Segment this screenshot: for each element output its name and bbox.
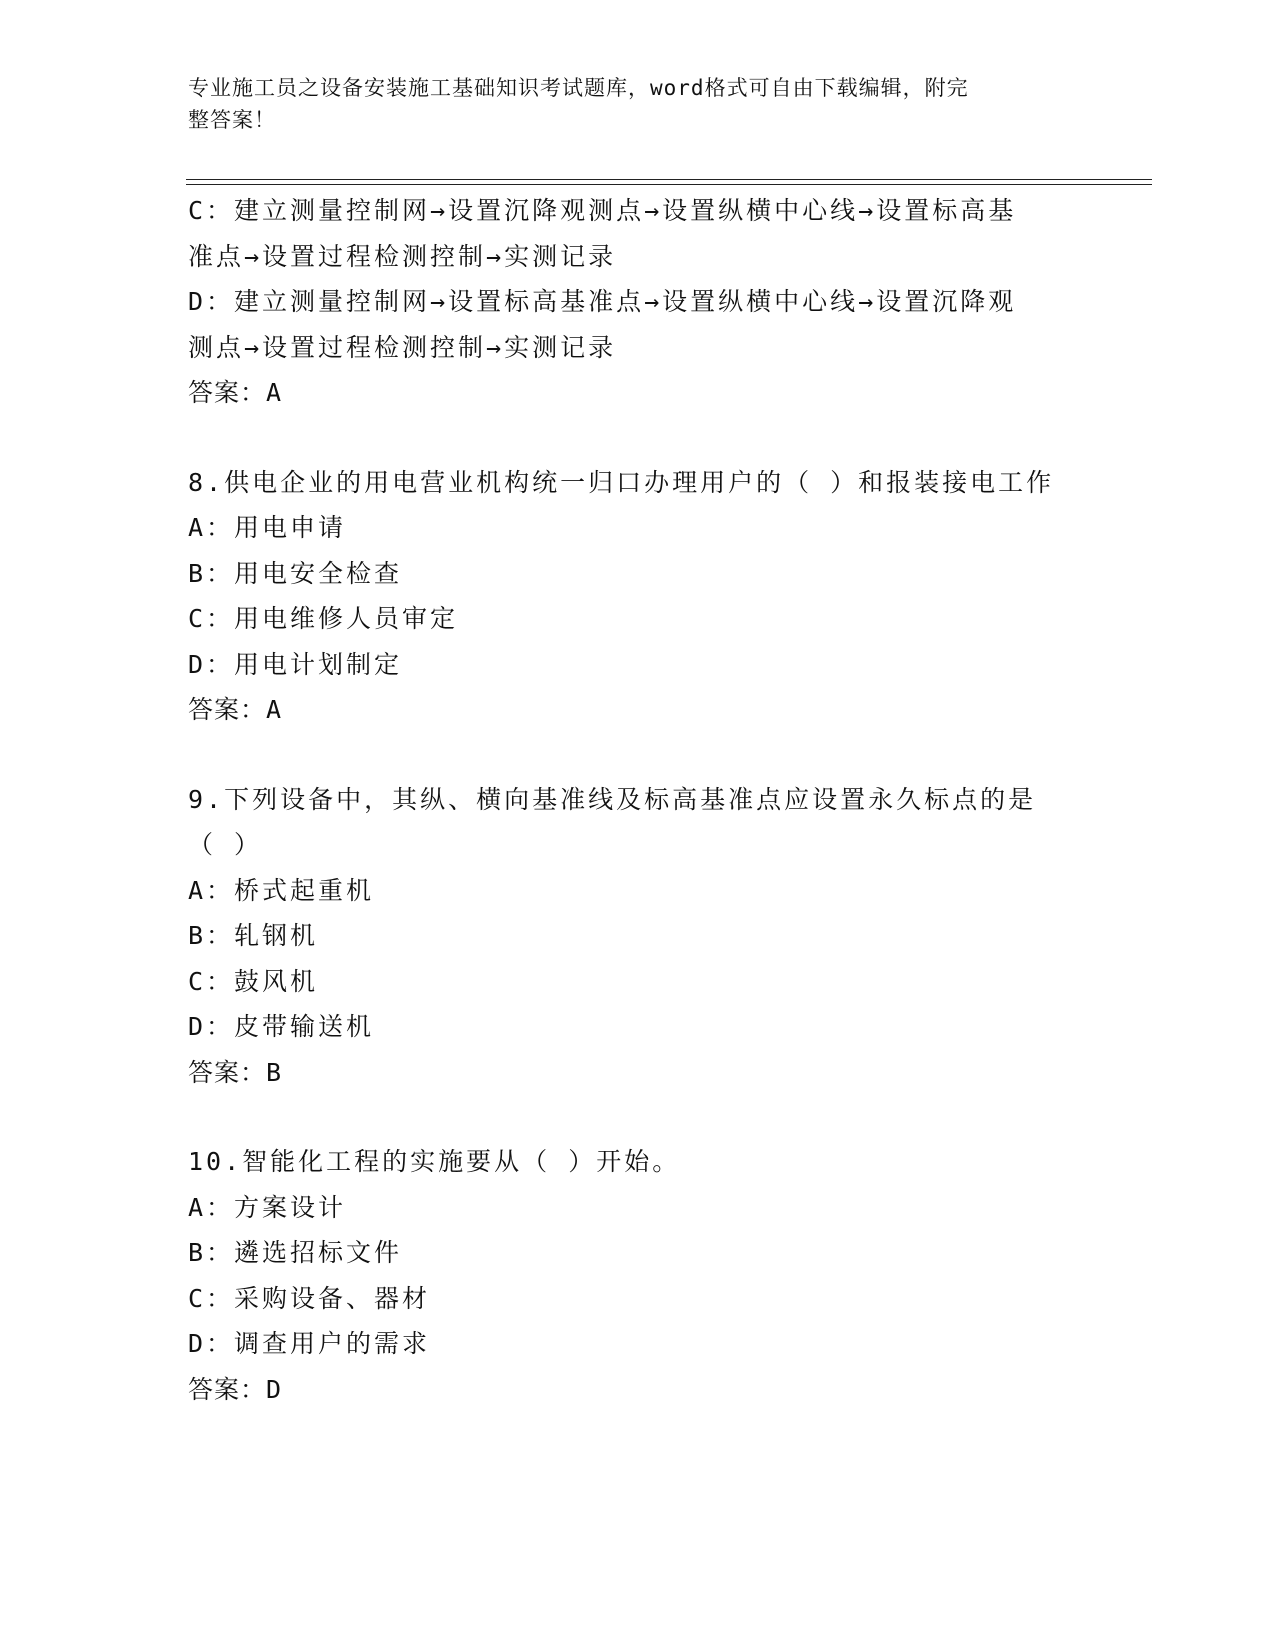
spacer	[188, 1095, 1088, 1139]
option-d: D：调查用户的需求	[188, 1329, 431, 1358]
question-stem-line-1: 9.下列设备中，其纵、横向基准线及标高基准点应设置永久标点的是	[188, 784, 1037, 814]
question-8	[188, 460, 1088, 733]
option-d-line-1: D：建立测量控制网→设置标高基准点→设置纵横中心线→设置沉降观	[188, 287, 1017, 316]
option-d: D：用电计划制定	[188, 649, 403, 679]
answer: 答案：A	[188, 695, 283, 724]
answer: 答案：D	[188, 1374, 283, 1404]
answer: 答案：A	[188, 378, 283, 407]
answer: 答案：B	[188, 1057, 283, 1087]
option-b: B：轧钢机	[188, 921, 319, 950]
option-a: A：桥式起重机	[188, 875, 375, 905]
header-divider-bottom	[186, 184, 1152, 185]
option-c-line-1: C：建立测量控制网→设置沉降观测点→设置纵横中心线→设置标高基	[188, 196, 1017, 225]
option-c: C：用电维修人员审定	[188, 604, 459, 633]
option-c: C：采购设备、器材	[188, 1283, 431, 1313]
option-c-line-2: 准点→设置过程检测控制→实测记录	[188, 241, 617, 271]
option-b: B：遴选招标文件	[188, 1238, 403, 1267]
question-stem: 8.供电企业的用电营业机构统一归口办理用户的（ ）和报装接电工作	[188, 467, 1055, 497]
option-d-line-2: 测点→设置过程检测控制→实测记录	[188, 332, 617, 362]
header-divider-top	[186, 179, 1152, 180]
header-line-2: 整答案！	[188, 108, 276, 132]
header-line-1: 专业施工员之设备安装施工基础知识考试题库，word格式可自由下载编辑，附完	[188, 76, 969, 100]
question-10	[188, 1139, 1088, 1412]
spacer	[188, 733, 1088, 777]
spacer	[188, 416, 1088, 460]
question-stem: 10.智能化工程的实施要从（ ）开始。	[188, 1147, 681, 1176]
document-header	[188, 72, 1068, 136]
option-a: A：用电申请	[188, 513, 347, 542]
option-a: A：方案设计	[188, 1192, 347, 1222]
question-9	[188, 777, 1088, 1096]
option-c: C：鼓风机	[188, 966, 319, 996]
question-list	[188, 188, 1088, 1412]
option-d: D：皮带输送机	[188, 1012, 375, 1041]
option-b: B：用电安全检查	[188, 558, 403, 588]
question-stem-line-2: （ ）	[188, 830, 263, 859]
question-7-tail	[188, 188, 1088, 416]
